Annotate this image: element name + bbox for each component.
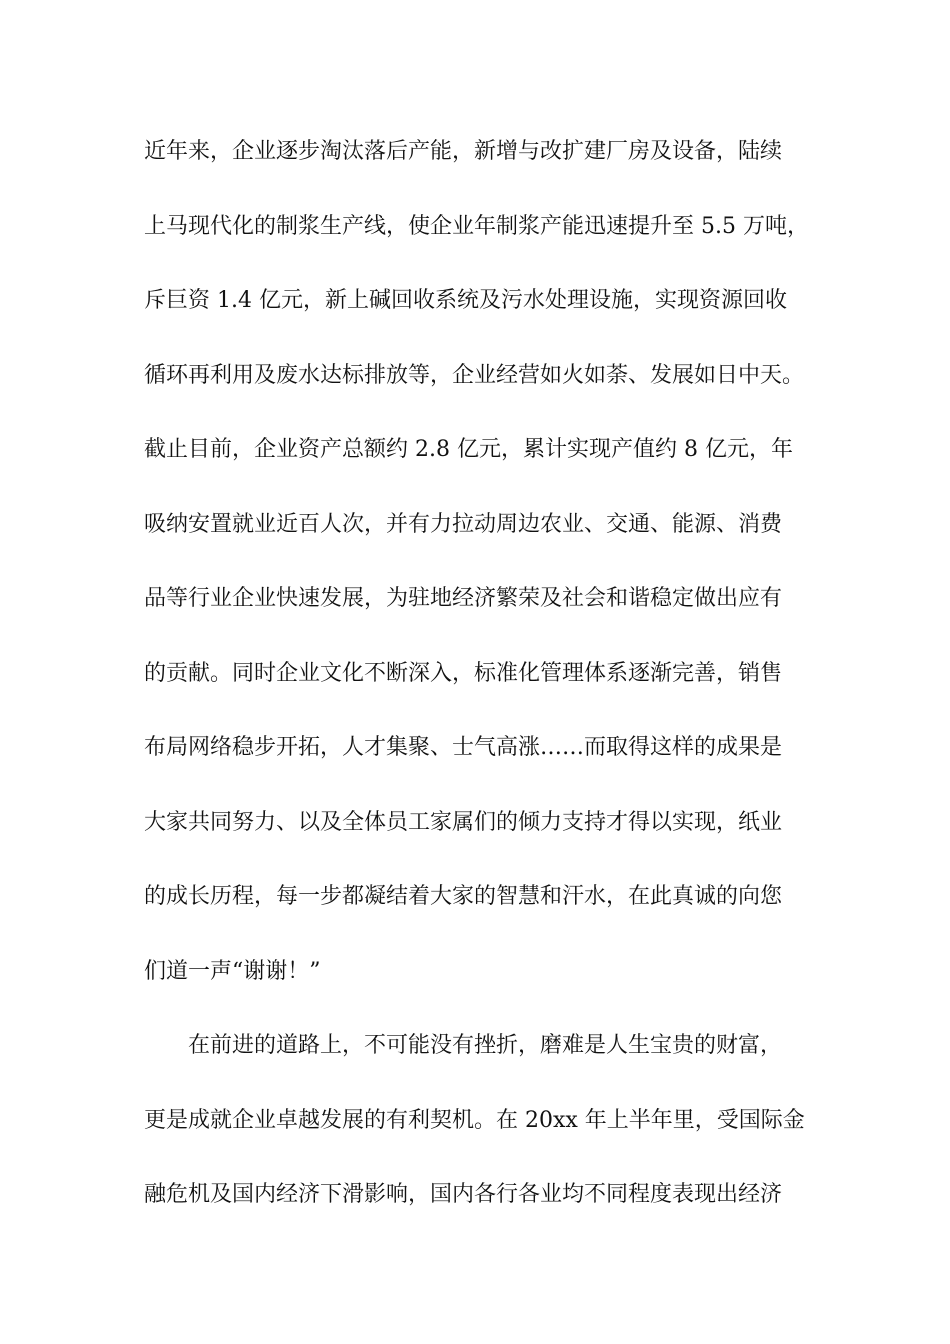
text-line: 吸纳安置就业近百人次，并有力拉动周边农业、交通、能源、消费 [144, 511, 783, 537]
text-line: 融危机及国内经济下滑影响，国内各行各业均不同程度表现出经济 [144, 1182, 783, 1207]
paragraph-start-line: 在前进的道路上，不可能没有挫折，磨难是人生宝贵的财富， [188, 1033, 783, 1058]
text-line: 近年来，企业逐步淘汰落后产能，新增与改扩建厂房及设备，陆续 [144, 139, 783, 164]
text-line: 布局网络稳步开拓，人才集聚、士气高涨……而取得这样的成果是 [144, 735, 783, 760]
body-text [144, 132, 834, 1250]
text-line: 大家共同努力、以及全体员工家属们的倾力支持才得以实现，纸业 [144, 809, 783, 835]
text-line: 更是成就企业卓越发展的有利契机。在 20xx 年上半年里，受国际金 [144, 1107, 805, 1133]
text-line: 斥巨资 1.4 亿元，新上碱回收系统及污水处理设施，实现资源回收 [144, 288, 787, 313]
text-line: 循环再利用及废水达标排放等，企业经营如火如荼、发展如日中天。 [144, 362, 805, 388]
text-line: 上马现代化的制浆生产线，使企业年制浆产能迅速提升至 5.5 万吨， [144, 213, 809, 239]
text-line: 品等行业企业快速发展，为驻地经济繁荣及社会和谐稳定做出应有 [144, 586, 783, 611]
text-line: 的成长历程，每一步都凝结着大家的智慧和汗水，在此真诚的向您 [144, 884, 783, 909]
text-line: 截止目前，企业资产总额约 2.8 亿元，累计实现产值约 8 亿元，年 [144, 437, 793, 462]
text-line: 的贡献。同时企业文化不断深入，标准化管理体系逐渐完善，销售 [144, 660, 783, 686]
text-line: 们道一声“谢谢！” [144, 958, 321, 984]
